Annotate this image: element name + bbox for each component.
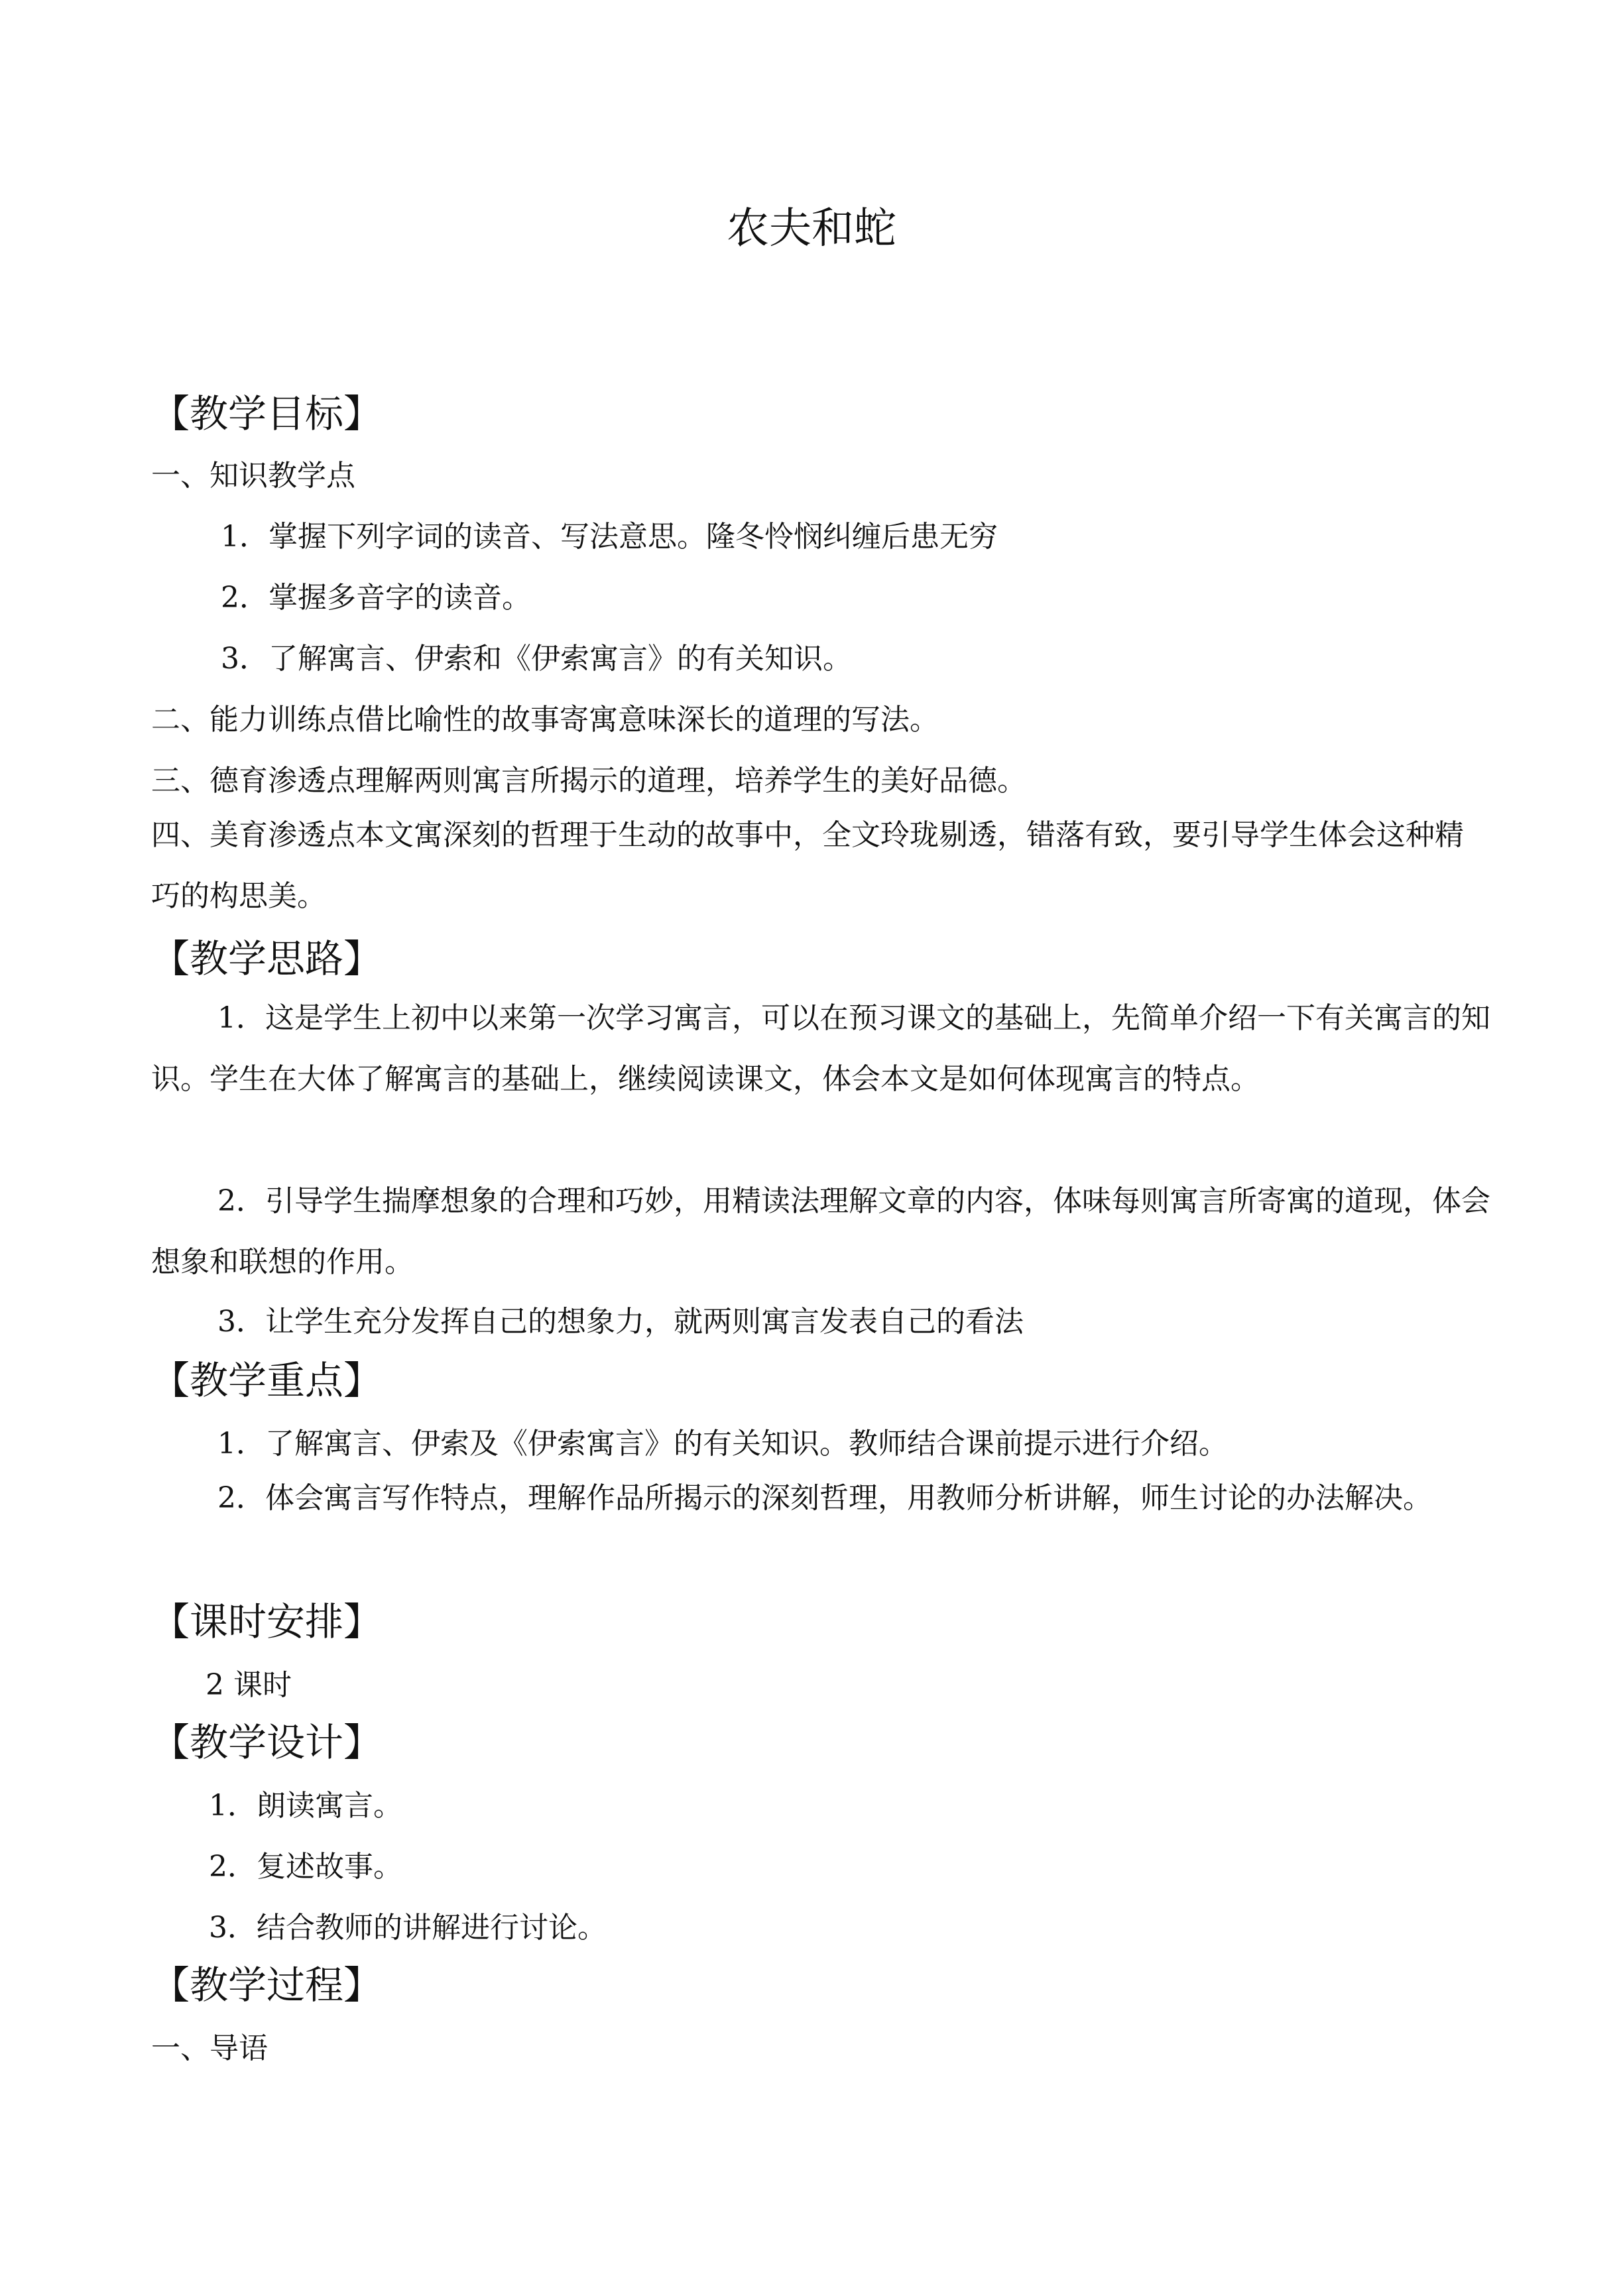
section-heading-process: 【教学过程】	[151, 1963, 383, 2008]
section-heading-schedule: 【课时安排】	[151, 1599, 383, 1644]
thinking-item-2: 2．引导学生揣摩想象的合理和巧妙，用精读法理解文章的内容，体味每则寓言所寄寓的道现，体会想象和联想的作用。	[151, 1184, 1490, 1279]
knowledge-label: 一、知识教学点	[151, 459, 355, 493]
section-heading-goals: 【教学目标】	[151, 391, 383, 436]
knowledge-item-3: 3．了解寓言、伊索和《伊索寓言》的有关知识。	[221, 642, 852, 676]
thinking-item-1: 1．这是学生上初中以来第一次学习寓言，可以在预习课文的基础上，先简单介绍一下有关寓言的知识。学生在大体了解寓言的基础上，继续阅读课文，体会本文是如何体现寓言的特点。	[151, 1001, 1490, 1096]
section-heading-thinking: 【教学思路】	[151, 936, 383, 981]
aesthetic-point: 四、美育渗透点本文寓深刻的哲理于生动的故事中，全文玲珑剔透，错落有致，要引导学生体会这种精巧的构思美。	[151, 818, 1464, 913]
section-heading-design: 【教学设计】	[151, 1720, 383, 1765]
focus-item-2: 2．体会寓言写作特点，理解作品所揭示的深刻哲理，用教师分析讲解，师生讨论的办法解决。	[217, 1481, 1432, 1515]
section-heading-focus: 【教学重点】	[151, 1358, 383, 1403]
thinking-item-3: 3．让学生充分发挥自己的想象力，就两则寓言发表自己的看法	[217, 1305, 1024, 1339]
design-item-3: 3．结合教师的讲解进行讨论。	[209, 1911, 607, 1945]
design-item-2: 2．复述故事。	[209, 1850, 402, 1884]
process-first-item: 一、导语	[151, 2031, 268, 2065]
document-title: 农夫和蛇	[727, 204, 896, 253]
knowledge-item-2: 2．掌握多音字的读音。	[221, 581, 531, 615]
focus-item-1: 1．了解寓言、伊索及《伊索寓言》的有关知识。教师结合课前提示进行介绍。	[217, 1427, 1228, 1461]
knowledge-item-1: 1．掌握下列字词的读音、写法意思。隆冬怜悯纠缠后患无穷	[221, 520, 998, 554]
design-item-1: 1．朗读寓言。	[209, 1789, 402, 1823]
schedule-text: 2 课时	[206, 1668, 292, 1702]
moral-point: 三、德育渗透点理解两则寓言所揭示的道理，培养学生的美好品德。	[151, 764, 1026, 798]
ability-point: 二、能力训练点借比喻性的故事寄寓意味深长的道理的写法。	[151, 703, 939, 737]
